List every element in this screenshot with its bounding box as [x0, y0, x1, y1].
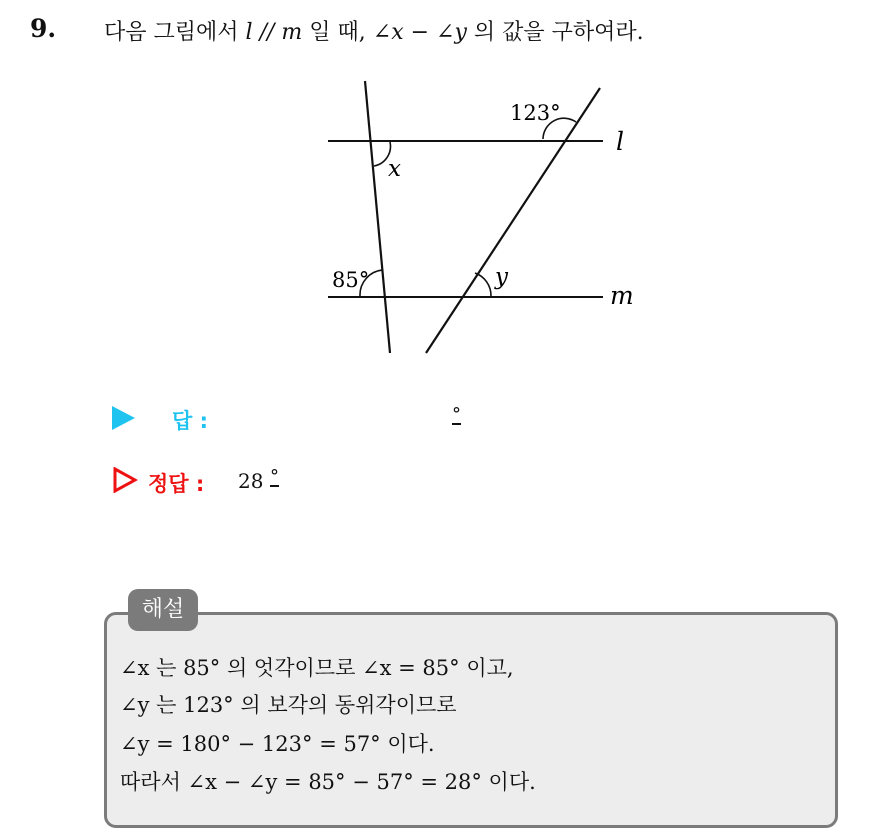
parallel-lines-figure: [320, 78, 650, 363]
question-expression: ∠x − ∠y: [372, 20, 467, 45]
explanation-line-3: ∠y = 180° − 123° = 57° 이다.: [120, 732, 435, 756]
transversal-1: [365, 81, 390, 353]
transversal-2: [426, 88, 600, 353]
angle-85-label: 85°: [332, 268, 370, 292]
angle-x-label: x: [388, 156, 401, 182]
explanation-title: 해설: [128, 589, 198, 631]
correct-arrow-icon: [112, 467, 138, 493]
answer-arrow-icon: [112, 406, 135, 430]
angle-y-label: y: [495, 264, 508, 290]
correct-unit: °: [270, 466, 279, 487]
question-number: 9.: [30, 14, 57, 43]
correct-value: 28: [238, 469, 264, 493]
question-text-after: 의 값을 구하여라.: [473, 20, 644, 45]
question-text-mid: 일 때,: [309, 20, 366, 45]
correct-label: 정답 :: [148, 472, 205, 496]
line-m-tag: m: [610, 281, 634, 310]
line-l-label: l: [245, 20, 253, 45]
explanation-line-1: ∠x 는 85° 의 엇각이므로 ∠x = 85° 이고,: [120, 656, 514, 680]
line-m-label: m: [281, 20, 303, 45]
answer-input-blank[interactable]: °: [452, 404, 461, 425]
parallel-symbol: //: [259, 20, 275, 45]
line-l-tag: l: [616, 127, 624, 156]
angle-123-label: 123°: [510, 101, 561, 125]
question-text-before: 다음 그림에서: [104, 20, 239, 45]
explanation-line-4: 따라서 ∠x − ∠y = 85° − 57° = 28° 이다.: [120, 770, 536, 794]
explanation-line-2: ∠y 는 123° 의 보각의 동위각이므로: [120, 693, 457, 717]
answer-label: 답 :: [172, 409, 208, 433]
question-text: [104, 15, 644, 46]
